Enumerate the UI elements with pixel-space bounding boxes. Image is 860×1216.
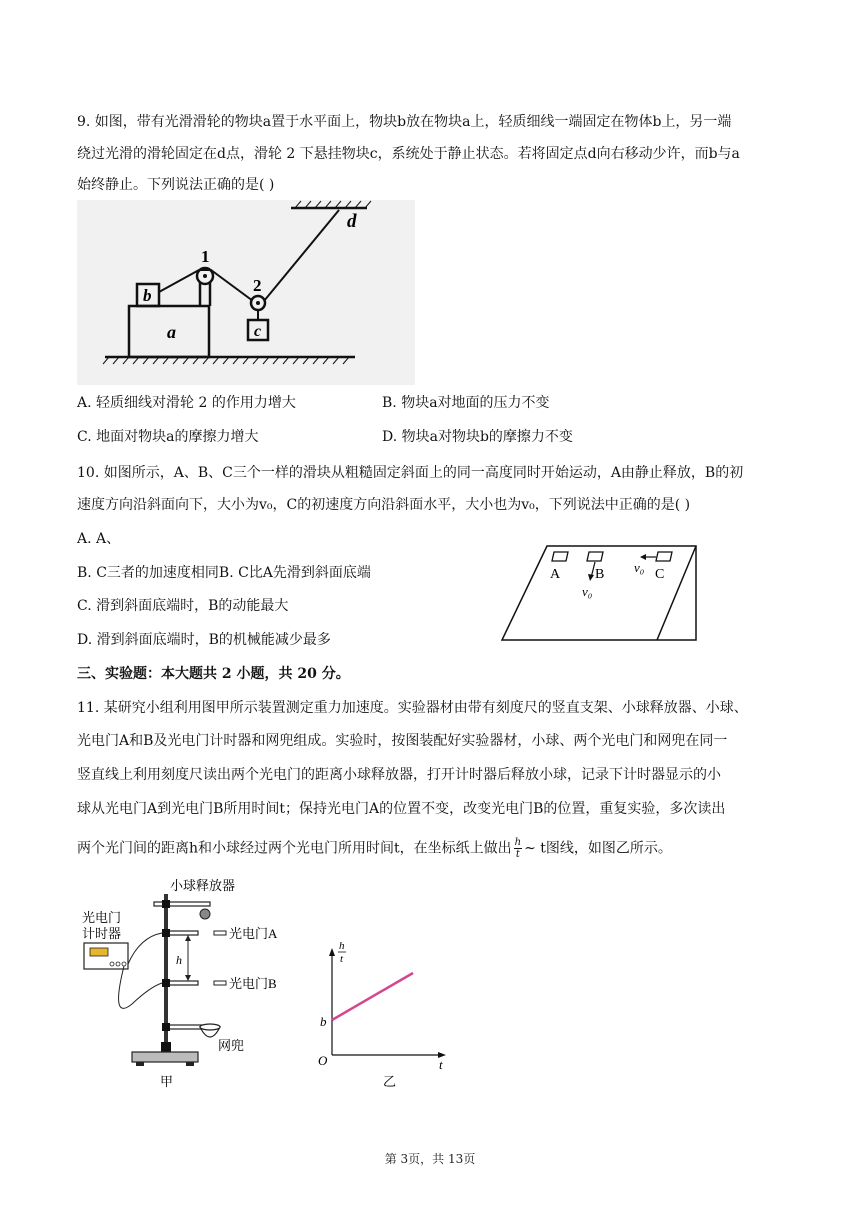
label-gate-b: 光电门B (229, 976, 277, 991)
label-c: c (254, 323, 262, 340)
label-1: 1 (201, 247, 210, 266)
q10-incline-figure (500, 540, 700, 645)
q9-line-2: 绕过光滑的滑轮固定在d点，滑轮 2 下悬挂物块c，系统处于静止状态。若将固定点d向右移动少许，而b与a (77, 146, 740, 162)
q9-pulley-figure (77, 200, 415, 385)
h-over-t-fraction (514, 837, 522, 860)
label-2: 2 (253, 276, 262, 295)
q11-line-5 (77, 837, 672, 860)
graph-figure-yi (315, 935, 450, 1090)
q11-line-1: 11. 某研究小组利用图甲所示装置测定重力加速度。实验器材由带有刻度尺的竖直支架、小球释放器、小球、 (77, 700, 748, 716)
q11-line-2: 光电门A和B及光电门计时器和网兜组成。实验时，按图装配好实验器材，小球、两个光电门和网兜在同一 (77, 733, 728, 749)
q11-line-5b: ∼ t图线，如图乙所示。 (524, 840, 672, 857)
label-h: h (176, 953, 182, 967)
q10-option-c: C. 滑到斜面底端时，B的动能最大 (77, 598, 289, 614)
q11-line-5a: 两个光门间的距离h和小球经过两个光电门所用时间t，在坐标纸上做出 (77, 840, 512, 857)
block-C (656, 552, 672, 561)
label-B: B (595, 567, 605, 582)
label-origin: O (318, 1053, 328, 1068)
block-A (552, 552, 568, 561)
label-net: 网兜 (218, 1038, 245, 1053)
fraction-numerator: h (514, 837, 522, 848)
caption-jia: 甲 (160, 1074, 174, 1089)
q10-line-1: 10. 如图所示，A、B、C三个一样的滑块从粗糙固定斜面上的同一高度同时开始运动，A由静止释放，B的初 (77, 465, 744, 481)
label-b-intercept: b (320, 1014, 327, 1029)
label-v0-down: v₀ (582, 584, 593, 599)
section-3-heading: 三、实验题：本大题共 2 小题，共 20 分。 (77, 666, 350, 682)
q10-line-2: 速度方向沿斜面向下，大小为v₀，C的初速度方向沿斜面水平，大小也为v₀，下列说法中正确的是( ) (77, 497, 691, 513)
plot-line (332, 973, 413, 1020)
label-timer-1: 光电门 (82, 910, 122, 925)
q10-option-d: D. 滑到斜面底端时，B的机械能减少最多 (77, 632, 331, 648)
q9-option-b: B. 物块a对地面的压力不变 (382, 395, 550, 411)
label-v0-right: v₀ (634, 560, 645, 575)
label-timer-2: 计时器 (82, 926, 122, 941)
q11-line-4: 球从光电门A到光电门B所用时间t；保持光电门A的位置不变，改变光电门B的位置，重复实验，多次读出 (77, 801, 726, 817)
label-release: 小球释放器 (170, 878, 236, 893)
q11-line-3: 竖直线上利用刻度尺读出两个光电门的距离小球释放器，打开计时器后释放小球，记录下计时器显示的小 (77, 767, 721, 783)
block-B (587, 552, 603, 561)
label-gate-a: 光电门A (229, 926, 278, 941)
apparatus-figure-jia (80, 872, 300, 1090)
label-a: a (167, 322, 176, 342)
q9-line-3: 始终静止。下列说法正确的是( ) (77, 177, 275, 193)
fraction-denominator: t (515, 849, 520, 860)
y-label-denominator: t (340, 953, 344, 965)
page-footer: 第 3页，共 13页 (384, 1152, 476, 1166)
label-b: b (143, 286, 152, 305)
label-A: A (550, 567, 561, 582)
label-d: d (347, 211, 357, 232)
q10-option-a: A. A、 (77, 531, 121, 547)
label-t-axis: t (439, 1057, 443, 1072)
q9-option-a: A. 轻质细线对滑轮 2 的作用力增大 (77, 395, 296, 411)
y-label-numerator: h (339, 940, 345, 952)
caption-yi: 乙 (383, 1074, 397, 1089)
q9-option-c: C. 地面对物块a的摩擦力增大 (77, 429, 259, 445)
q9-option-d: D. 物块a对物块b的摩擦力不变 (382, 429, 573, 445)
label-C: C (655, 567, 665, 582)
q9-line-1: 9. 如图，带有光滑滑轮的物块a置于水平面上，物块b放在物块a上，轻质细线一端固定在物体b上，另一端 (77, 114, 732, 130)
q10-option-b: B. C三者的加速度相同B. C比A先滑到斜面底端 (77, 565, 371, 581)
ball (200, 909, 210, 919)
